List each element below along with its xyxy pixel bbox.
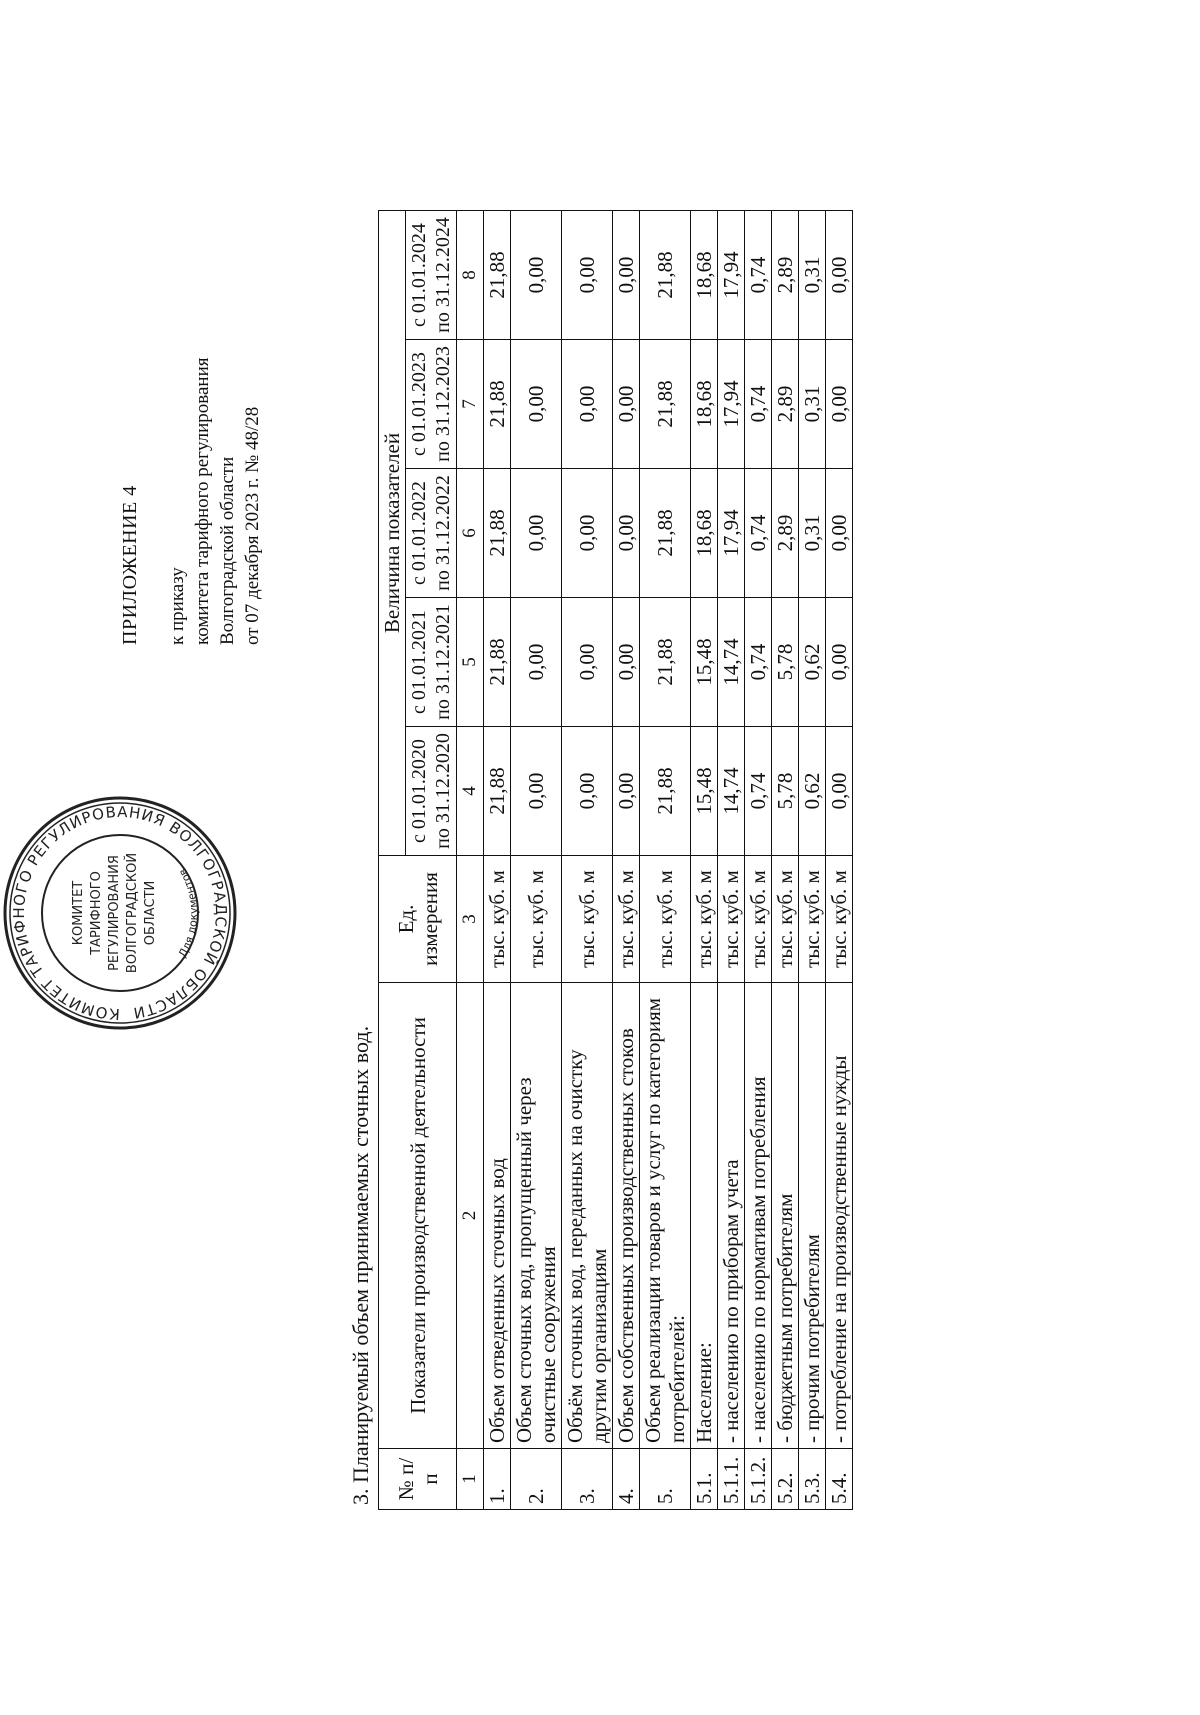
header-line: к приказу [167, 567, 188, 645]
row-value: 0,00 [562, 340, 613, 469]
row-value: 5,78 [772, 727, 799, 856]
row-value: 0,00 [613, 211, 640, 340]
rotated-page [0, 65, 1140, 1645]
table-row [799, 211, 826, 1510]
column-number: 6 [457, 469, 484, 598]
row-value: 18,68 [691, 469, 718, 598]
table-row [745, 211, 772, 1510]
sewage-volume-table [378, 210, 853, 1510]
row-value: 21,88 [484, 469, 511, 598]
header-period: с 01.01.2024 по 31.12.2024 [406, 211, 457, 340]
stamp-outer-text: КОМИТЕТ ТАРИФНОГО РЕГУЛИРОВАНИЯ ВОЛГОГРАДСКОЙ ОБЛАСТИ [9, 802, 231, 1024]
column-number: 5 [457, 598, 484, 727]
row-value: 0,00 [826, 340, 853, 469]
row-value: 0,00 [613, 598, 640, 727]
row-number: 5.1.1. [718, 1449, 745, 1510]
row-value: 0,31 [799, 340, 826, 469]
table-row [511, 211, 562, 1510]
column-number-row [457, 211, 484, 1510]
row-number: 3. [562, 1449, 613, 1510]
header-period: с 01.01.2023 по 31.12.2023 [406, 340, 457, 469]
row-indicator: Объём сточных вод, переданных на очистку другим организациям [562, 983, 613, 1449]
row-unit: тыс. куб. м [511, 856, 562, 983]
row-value: 0,74 [745, 727, 772, 856]
row-value: 0,00 [511, 211, 562, 340]
stamp-inner-line: ВОЛГОГРАДСКОЙ [125, 852, 140, 974]
row-value: 21,88 [640, 598, 691, 727]
row-value: 0,00 [511, 469, 562, 598]
row-value: 21,88 [640, 469, 691, 598]
row-value: 21,88 [484, 598, 511, 727]
row-value: 2,89 [772, 469, 799, 598]
header-line: Волгоградской области [217, 456, 238, 645]
row-value: 0,00 [826, 469, 853, 598]
row-value: 0,00 [562, 727, 613, 856]
row-unit: тыс. куб. м [613, 856, 640, 983]
stamp-inner-line: ТАРИФНОГО [89, 871, 104, 955]
row-value: 17,94 [718, 340, 745, 469]
row-value: 5,78 [772, 598, 799, 727]
column-number: 1 [457, 1449, 484, 1510]
table-row [826, 211, 853, 1510]
row-number: 1. [484, 1449, 511, 1510]
header-line: комитета тарифного регулирования [192, 357, 213, 645]
stamp-inner-line: КОМИТЕТ [71, 880, 86, 946]
row-value: 0,74 [745, 340, 772, 469]
row-value: 0,31 [799, 211, 826, 340]
header-values-group: Величина показателей [379, 211, 406, 856]
row-value: 0,00 [562, 469, 613, 598]
row-value: 14,74 [718, 598, 745, 727]
row-value: 21,88 [640, 727, 691, 856]
row-value: 0,62 [799, 598, 826, 727]
row-number: 4. [613, 1449, 640, 1510]
row-value: 18,68 [691, 340, 718, 469]
row-unit: тыс. куб. м [562, 856, 613, 983]
row-number: 5.1.2. [745, 1449, 772, 1510]
row-number: 5.4. [826, 1449, 853, 1510]
row-value: 15,48 [691, 598, 718, 727]
table-row [484, 211, 511, 1510]
row-unit: тыс. куб. м [772, 856, 799, 983]
row-value: 17,94 [718, 211, 745, 340]
row-value: 15,48 [691, 727, 718, 856]
table-row [613, 211, 640, 1510]
row-value: 0,00 [511, 727, 562, 856]
row-number: 5.3. [799, 1449, 826, 1510]
row-value: 21,88 [484, 211, 511, 340]
stamp-bottom-text: Для документов [175, 866, 201, 960]
row-unit: тыс. куб. м [826, 856, 853, 983]
row-number: 5. [640, 1449, 691, 1510]
row-indicator: - потребление на производственные нужды [826, 983, 853, 1449]
row-indicator: Объем сточных вод, пропущенный через очистные сооружения [511, 983, 562, 1449]
header-line: от 07 декабря 2023 г. № 48/28 [242, 406, 263, 645]
row-value: 0,31 [799, 469, 826, 598]
row-indicator: - бюджетным потребителям [772, 983, 799, 1449]
column-number: 3 [457, 856, 484, 983]
row-value: 21,88 [484, 340, 511, 469]
row-unit: тыс. куб. м [718, 856, 745, 983]
row-value: 0,00 [613, 340, 640, 469]
column-number: 7 [457, 340, 484, 469]
row-indicator: - населению по приборам учета [718, 983, 745, 1449]
row-value: 0,62 [799, 727, 826, 856]
row-unit: тыс. куб. м [691, 856, 718, 983]
row-value: 0,74 [745, 598, 772, 727]
row-value: 0,74 [745, 211, 772, 340]
row-value: 0,00 [826, 211, 853, 340]
column-number: 8 [457, 211, 484, 340]
stamp-inner-line: ОБЛАСТИ [143, 880, 158, 946]
row-value: 17,94 [718, 469, 745, 598]
stamp-inner-line: РЕГУЛИРОВАНИЯ [107, 855, 122, 971]
row-value: 0,00 [562, 598, 613, 727]
row-value: 2,89 [772, 340, 799, 469]
table-row [718, 211, 745, 1510]
annex-header [118, 357, 265, 645]
header-period: с 01.01.2022 по 31.12.2022 [406, 469, 457, 598]
row-value: 0,00 [826, 598, 853, 727]
row-value: 0,00 [562, 211, 613, 340]
annex-title: ПРИЛОЖЕНИЕ 4 [119, 485, 141, 645]
row-indicator: Объем собственных производственных стоков [613, 983, 640, 1449]
row-unit: тыс. куб. м [745, 856, 772, 983]
row-value: 2,89 [772, 211, 799, 340]
header-num: № п/п [379, 1449, 457, 1510]
row-indicator: Объем отведенных сточных вод [484, 983, 511, 1449]
table-row [562, 211, 613, 1510]
row-value: 0,00 [826, 727, 853, 856]
row-value: 14,74 [718, 727, 745, 856]
row-indicator: - населению по нормативам потребления [745, 983, 772, 1449]
row-number: 5.1. [691, 1449, 718, 1510]
row-value: 0,00 [511, 598, 562, 727]
row-indicator: Объем реализации товаров и услуг по категориям потребителей: [640, 983, 691, 1449]
header-indicator: Показатели производственной деятельности [379, 983, 457, 1449]
header-unit: Ед. измерения [379, 856, 457, 983]
official-stamp-icon [0, 793, 240, 1033]
row-value: 21,88 [640, 211, 691, 340]
row-unit: тыс. куб. м [640, 856, 691, 983]
row-number: 5.2. [772, 1449, 799, 1510]
row-value: 0,00 [511, 340, 562, 469]
row-unit: тыс. куб. м [799, 856, 826, 983]
column-number: 4 [457, 727, 484, 856]
row-value: 21,88 [484, 727, 511, 856]
column-number: 2 [457, 983, 484, 1449]
header-period: с 01.01.2020 по 31.12.2020 [406, 727, 457, 856]
row-number: 2. [511, 1449, 562, 1510]
row-indicator: - прочим потребителям [799, 983, 826, 1449]
row-unit: тыс. куб. м [484, 856, 511, 983]
table-row [772, 211, 799, 1510]
row-value: 0,00 [613, 469, 640, 598]
row-value: 21,88 [640, 340, 691, 469]
table-row [640, 211, 691, 1510]
row-value: 0,00 [613, 727, 640, 856]
table-row [691, 211, 718, 1510]
row-value: 18,68 [691, 211, 718, 340]
header-period: с 01.01.2021 по 31.12.2021 [406, 598, 457, 727]
section-title: 3. Планируемый объем принимаемых сточных вод. [348, 1025, 373, 1505]
row-value: 0,74 [745, 469, 772, 598]
svg-text:Для документов [176, 866, 200, 960]
row-indicator: Население: [691, 983, 718, 1449]
